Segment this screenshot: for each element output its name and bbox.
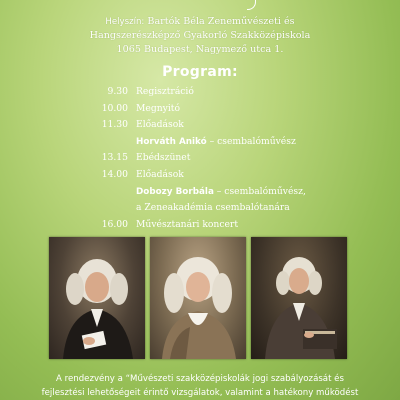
venue-name-line2: Hangszerészképző Gyakorló Szakközépiskola (89, 30, 311, 41)
schedule-time: 9.30 (107, 86, 128, 97)
schedule-desc: Megnyitó (136, 102, 180, 114)
schedule-desc (136, 134, 376, 151)
venue-label: Helyszín: (105, 17, 145, 27)
schedule-desc: Ebédszünet (136, 152, 191, 164)
schedule-desc (136, 184, 376, 201)
schedule-desc: Regisztráció (136, 86, 194, 97)
schedule-time (76, 134, 136, 151)
schedule-row (76, 200, 376, 217)
presenter-name: Dobozy Borbála (136, 186, 214, 197)
top-decoration (0, 0, 400, 14)
venue-block (0, 15, 400, 57)
program-schedule (76, 84, 376, 233)
schedule-row (76, 217, 376, 234)
venue-name-line1: Bartók Béla Zeneművészeti és (147, 16, 295, 27)
composer-portraits (49, 237, 347, 359)
schedule-desc: Művésztanári koncert (136, 218, 239, 230)
schedule-desc: Előadások (136, 119, 184, 131)
portrait-handel-image (150, 237, 246, 359)
schedule-time: 10.00 (101, 102, 128, 114)
program-title: Program: (162, 64, 238, 80)
presenter-role: – csembalóművész, (213, 185, 306, 197)
schedule-row (76, 184, 376, 201)
schedule-time: 16.00 (101, 218, 128, 230)
schedule-time (76, 200, 136, 217)
presenter-name: Horváth Anikó (136, 136, 207, 147)
schedule-row (76, 150, 376, 167)
schedule-time: 11.30 (101, 119, 128, 131)
schedule-time (76, 184, 136, 201)
venue-address: 1065 Budapest, Nagymező utca 1. (116, 44, 284, 55)
schedule-row (76, 134, 376, 151)
footer-line-1: A rendezvény a “Művészeti szakközépiskolák jogi szabályozását és (56, 374, 344, 384)
schedule-row (76, 84, 376, 101)
portrait-bach-image (49, 237, 145, 359)
venue-line-1 (0, 15, 400, 29)
schedule-desc: Előadások (136, 168, 184, 180)
portrait-bach (49, 237, 145, 359)
footer-text (0, 372, 400, 400)
footer-line-2: fejlesztési lehetőségeit érintő vizsgálatok, valamint a hatékony működést (41, 388, 359, 398)
portrait-handel (150, 237, 246, 359)
schedule-desc: a Zeneakadémia csembalótanára (136, 202, 290, 214)
closing-parenthesis-mark (247, 0, 256, 10)
schedule-row (76, 117, 376, 134)
schedule-time: 13.15 (101, 152, 128, 164)
portrait-scarlatti (251, 237, 347, 359)
portrait-scarlatti-image (251, 237, 347, 359)
schedule-time: 14.00 (101, 168, 128, 180)
schedule-row (76, 101, 376, 118)
presenter-role: – csembalóművész (206, 135, 296, 147)
schedule-row (76, 167, 376, 184)
